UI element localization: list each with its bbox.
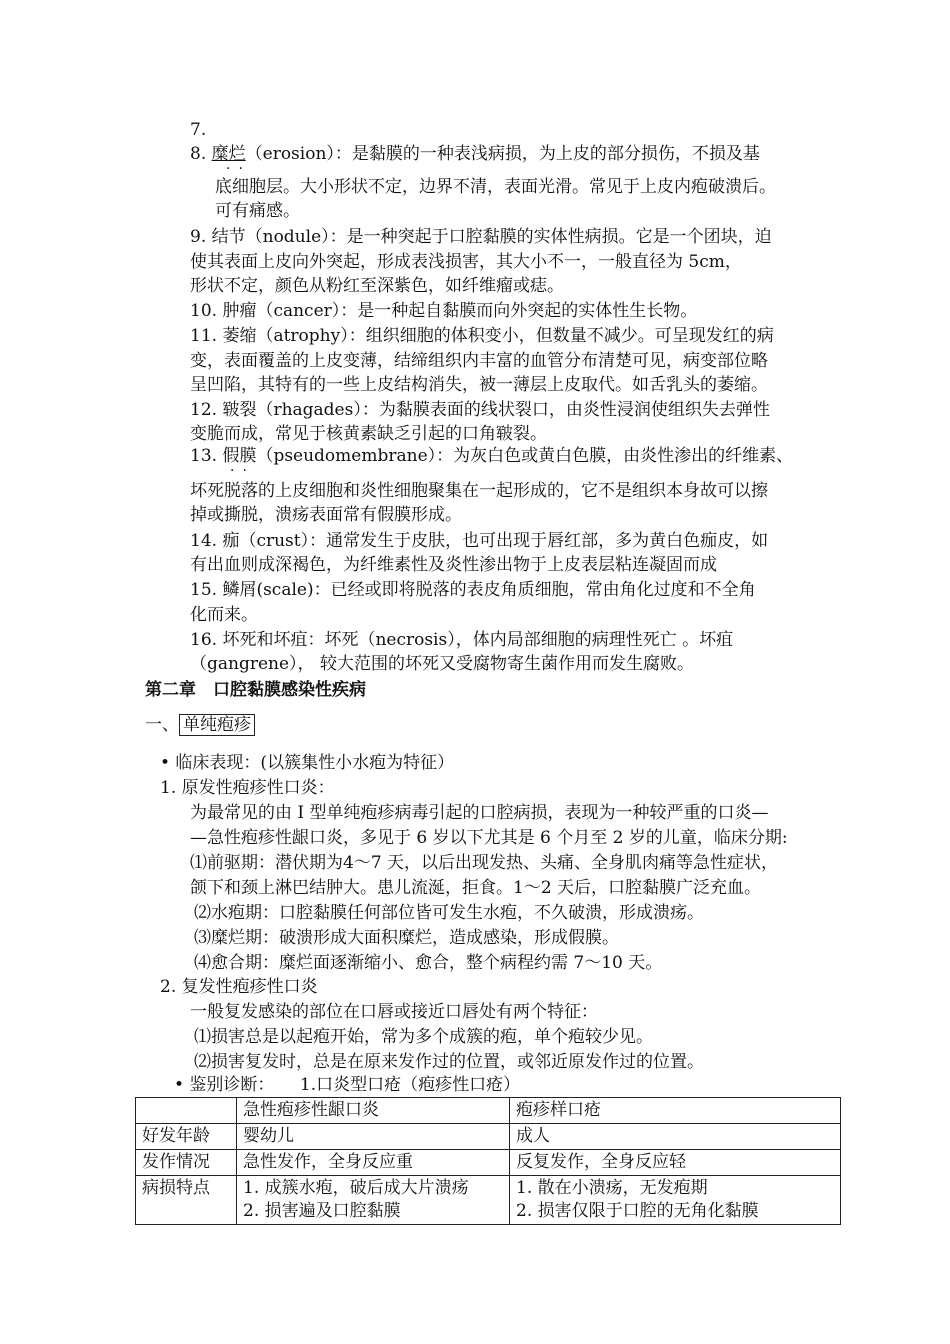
cell-line: 1. 散在小溃疡，无发疱期 <box>516 1178 708 1198</box>
table-cell <box>237 1176 510 1225</box>
term-16-line1: 16. 坏死和坏疽：坏死（necrosis），体内局部细胞的病理性死亡 。坏疽 <box>190 630 734 650</box>
table-cell: 婴幼儿 <box>237 1124 510 1150</box>
section-name: 单纯疱疹 <box>179 714 255 736</box>
term-12-line2: 变脆而成，常见于核黄素缺乏引起的口角皲裂。 <box>190 424 547 444</box>
stage-1-line2: 颌下和颈上淋巴结肿大。患儿流涎，拒食。1～2 天后，口腔黏膜广泛充血。 <box>190 878 762 898</box>
term-8-line1 <box>190 142 760 166</box>
cell-line: 1. 成簇水疱，破后成大片溃疡 <box>243 1178 469 1198</box>
term-14-line1: 14. 痂（crust）：通常发生于皮肤，也可出现于唇红部，多为黄白色痂皮，如 <box>190 531 769 551</box>
term-9-line3: 形状不定，颜色从粉红至深紫色，如纤维瘤或痣。 <box>190 276 564 296</box>
table-header-cell <box>136 1098 237 1124</box>
table-header-cell: 疱疹样口疮 <box>510 1098 841 1124</box>
term-8-text: （erosion）：是黏膜的一种表浅病损，为上皮的部分损伤，不损及基 <box>245 144 760 164</box>
term-13-line3: 掉或撕脱，溃疡表面常有假膜形成。 <box>190 505 462 525</box>
table-cell: 反复发作，全身反应轻 <box>510 1150 841 1176</box>
cell-line: 2. 损害遍及口腔黏膜 <box>243 1201 401 1221</box>
chapter-title: 第二章 口腔黏膜感染性疾病 <box>145 680 366 700</box>
clinical-heading: • 临床表现：(以簇集性小水疱为特征） <box>160 753 455 773</box>
recurrent-line1: 一般复发感染的部位在口唇或接近口唇处有两个特征： <box>190 1002 598 1022</box>
stage-1-line1: ⑴前驱期：潜伏期为4～7 天，以后出现发热、头痛、全身肌肉痛等急性症状， <box>190 853 779 873</box>
term-7: 7. <box>190 120 207 140</box>
section-prefix: 一、 <box>145 715 179 735</box>
term-15-line2: 化而来。 <box>190 605 258 625</box>
table-header-cell: 急性疱疹性龈口炎 <box>237 1098 510 1124</box>
differential-heading: • 鉴别诊断： 1.口炎型口疮（疱疹性口疮） <box>174 1075 521 1095</box>
emphasis-dots: ·· <box>230 463 255 479</box>
table-cell: 成人 <box>510 1124 841 1150</box>
emphasis-dots: ·· <box>226 161 251 177</box>
term-15-line1: 15. 鳞屑(scale)：已经或即将脱落的表皮角质细胞，常由角化过度和不全角 <box>190 580 756 600</box>
term-12-line1: 12. 皲裂（rhagades）：为黏膜表面的线状裂口，由炎性浸润使组织失去弹性 <box>190 400 770 420</box>
primary-line2: —急性疱疹性龈口炎，多见于 6 岁以下尤其是 6 个月至 2 岁的儿童，临床分期: <box>190 828 788 848</box>
term-8-line3: 可有痛感。 <box>215 201 300 221</box>
term-10: 10. 肿瘤（cancer）：是一种起自黏膜而向外突起的实体性生长物。 <box>190 301 698 321</box>
stage-3: ⑶糜烂期：破溃形成大面积糜烂，造成感染，形成假膜。 <box>194 928 619 948</box>
term-8-keyword: 糜烂 <box>211 144 246 164</box>
term-13-line1: 13. 假膜（pseudomembrane）：为灰白色或黄白色膜，由炎性渗出的纤维素、 <box>190 446 794 466</box>
table-cell: 病损特点 <box>136 1176 237 1225</box>
recurrent-title: 2. 复发性疱疹性口炎 <box>160 977 318 997</box>
term-11-line2: 变，表面覆盖的上皮变薄，结缔组织内丰富的血管分布清楚可见，病变部位略 <box>190 351 768 371</box>
recurrent-point2: ⑵损害复发时，总是在原来发作过的位置，或邻近原发作过的位置。 <box>194 1052 704 1072</box>
table-cell <box>510 1176 841 1225</box>
term-13-line2: 坏死脱落的上皮细胞和炎性细胞聚集在一起形成的，它不是组织本身故可以擦 <box>190 481 768 501</box>
table-cell: 急性发作，全身反应重 <box>237 1150 510 1176</box>
table-cell: 好发年龄 <box>136 1124 237 1150</box>
term-16-line2: （gangrene）， 较大范围的坏死又受腐物寄生菌作用而发生腐败。 <box>190 654 694 674</box>
term-11-line1: 11. 萎缩（atrophy）：组织细胞的体积变小，但数量不减少。可呈现发红的病 <box>190 326 774 346</box>
table-header-row <box>136 1098 841 1124</box>
primary-line1: 为最常见的由 I 型单纯疱疹病毒引起的口腔病损，表现为一种较严重的口炎— <box>190 803 769 823</box>
term-8-number: 8. <box>190 144 207 164</box>
cell-line: 2. 损害仅限于口腔的无角化黏膜 <box>516 1201 759 1221</box>
term-11-line3: 呈凹陷，其特有的一些上皮结构消失，被一薄层上皮取代。如舌乳头的萎缩。 <box>190 375 768 395</box>
term-9-line1: 9. 结节（nodule）：是一种突起于口腔黏膜的实体性病损。它是一个团块，迫 <box>190 227 772 247</box>
stage-4: ⑷愈合期：糜烂面逐渐缩小、愈合，整个病程约需 7～10 天。 <box>194 953 663 973</box>
differential-table <box>135 1097 841 1225</box>
table-row <box>136 1124 841 1150</box>
term-8-line2: 底细胞层。大小形状不定，边界不清，表面光滑。常见于上皮内疱破溃后。 <box>215 177 776 197</box>
term-14-line2: 有出血则成深褐色，为纤维素性及炎性渗出物于上皮表层粘连凝固而成 <box>190 555 717 575</box>
section-heading <box>145 713 255 737</box>
table-row <box>136 1176 841 1225</box>
stage-2: ⑵水疱期：口腔黏膜任何部位皆可发生水疱，不久破溃，形成溃疡。 <box>194 903 704 923</box>
table-cell: 发作情况 <box>136 1150 237 1176</box>
primary-title: 1. 原发性疱疹性口炎： <box>160 778 335 798</box>
recurrent-point1: ⑴损害总是以起疱开始，常为多个成簇的疱，单个疱较少见。 <box>194 1027 653 1047</box>
term-9-line2: 使其表面上皮向外突起，形成表浅损害，其大小不一，一般直径为 5cm， <box>190 252 742 272</box>
table-row <box>136 1150 841 1176</box>
